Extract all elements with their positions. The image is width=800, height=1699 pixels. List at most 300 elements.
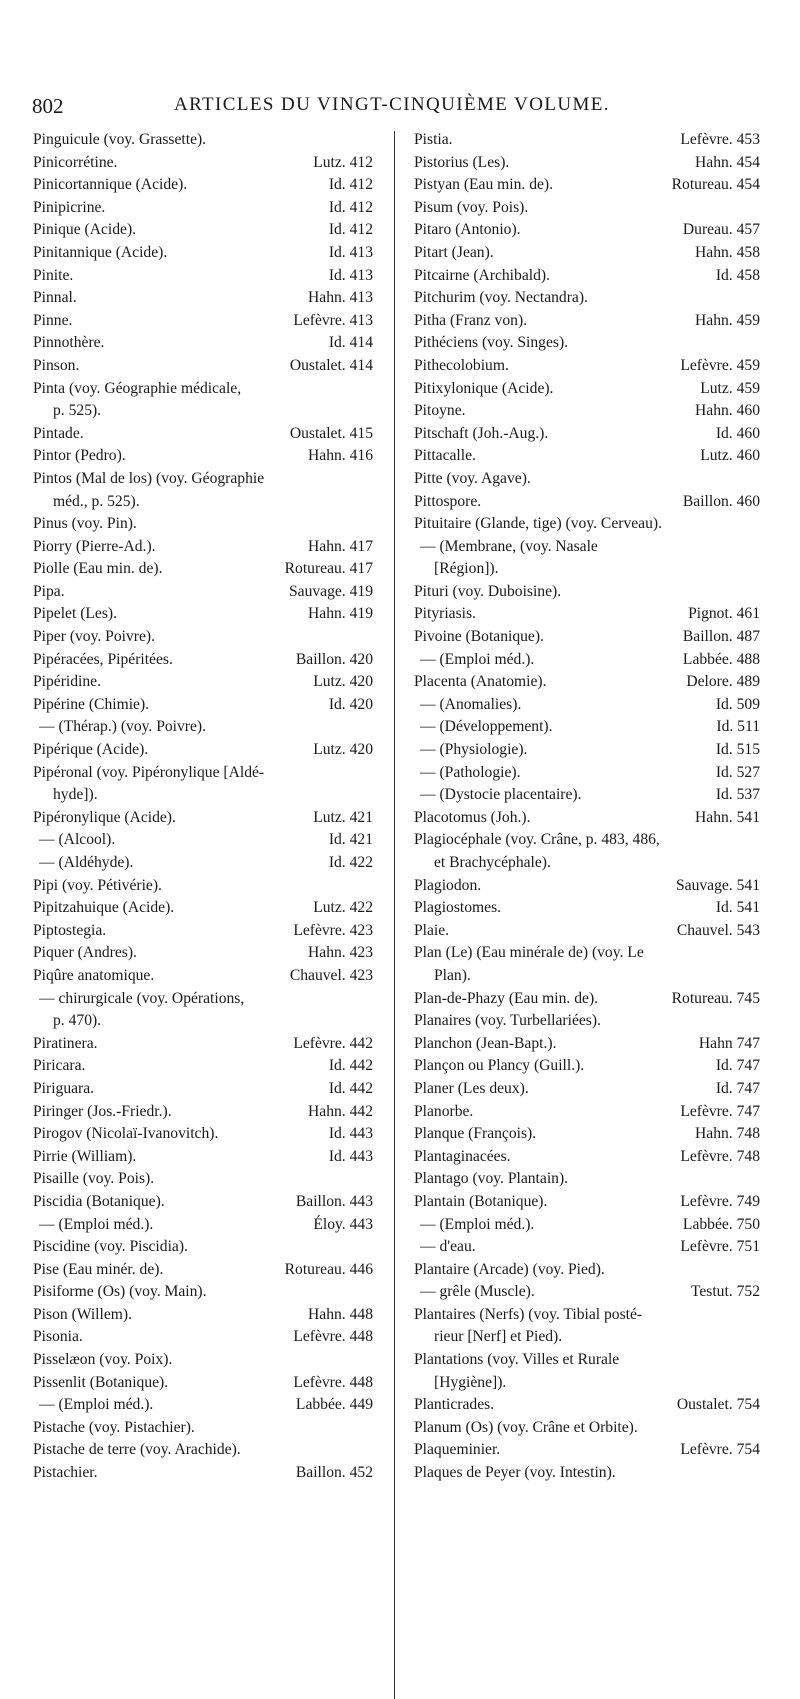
- index-entry: [33, 965, 373, 988]
- entry-term: Piratinera.: [33, 1034, 98, 1052]
- entry-term: Plaques de Peyer (voy. Intestin).: [414, 1464, 616, 1482]
- entry-author-page: Labbée. 488: [682, 650, 760, 668]
- index-entry: [33, 581, 373, 604]
- index-entry: [33, 1123, 373, 1146]
- entry-term: Plaqueminier.: [414, 1441, 501, 1459]
- entry-term: Pinnothère.: [33, 334, 105, 352]
- entry-term: Pintos (Mal de los) (voy. Géographie: [33, 469, 265, 487]
- entry-term: Pitaro (Antonio).: [414, 221, 521, 239]
- index-entry: [33, 942, 373, 965]
- entry-term: Pipéronylique (Acide).: [33, 808, 176, 826]
- entry-author-page: Hahn. 448: [308, 1305, 373, 1323]
- index-entry: [414, 1033, 760, 1056]
- entry-term: Pipéronal (voy. Pipéronylique [Aldé-: [33, 763, 265, 781]
- entry-author-page: Éloy. 443: [313, 1215, 373, 1233]
- index-entry: [33, 1078, 373, 1101]
- index-entry: [414, 513, 760, 536]
- entry-author-page: Sauvage. 541: [675, 876, 760, 894]
- entry-term: Plantain (Botanique).: [414, 1192, 548, 1210]
- entry-term: Pinite.: [33, 266, 74, 284]
- entry-author-page: Hahn. 460: [695, 402, 760, 420]
- entry-author-page: Id. 412: [328, 221, 373, 239]
- index-entry: [33, 626, 373, 649]
- entry-term: Pittospore.: [414, 492, 482, 510]
- entry-term: Pitixylonique (Acide).: [414, 379, 554, 397]
- index-entry: [414, 626, 760, 649]
- entry-author-page: Lefèvre. 442: [293, 1034, 373, 1052]
- entry-author-page: Id. 460: [715, 424, 760, 442]
- entry-author-page: Id. 422: [328, 854, 373, 871]
- entry-term: — d'eau.: [420, 1238, 476, 1256]
- entry-author-page: Lutz. 421: [313, 808, 373, 826]
- entry-term: Pinguicule (voy. Grassette).: [33, 131, 207, 148]
- entry-author-page: Id. 442: [328, 1079, 373, 1097]
- index-entry: [33, 1349, 373, 1372]
- index-entry: [33, 1259, 373, 1282]
- index-entry: [414, 445, 760, 468]
- index-entry: [414, 1349, 760, 1372]
- index-entry: [33, 378, 373, 401]
- entry-term: — (Emploi méd.).: [420, 650, 535, 668]
- index-entry: [33, 897, 373, 920]
- entry-author-page: Lefèvre. 749: [680, 1192, 760, 1210]
- entry-term: Plantations (voy. Villes et Rurale: [414, 1351, 620, 1369]
- index-entry: [33, 265, 373, 288]
- entry-term: Plantaires (Nerfs) (voy. Tibial posté-: [414, 1305, 643, 1323]
- entry-term: Pivoine (Botanique).: [414, 628, 544, 646]
- entry-term: Pityriasis.: [414, 605, 476, 623]
- entry-author-page: Id. 413: [328, 243, 373, 261]
- index-entry: [33, 1439, 373, 1462]
- index-entry: [414, 1439, 760, 1462]
- index-entry: [414, 423, 760, 446]
- entry-author-page: Id. 443: [328, 1125, 373, 1143]
- entry-term: Planque (François).: [414, 1125, 537, 1143]
- index-entry: [33, 671, 373, 694]
- entry-author-page: Lefèvre. 459: [680, 356, 760, 374]
- entry-term: Pipitzahuique (Acide).: [33, 899, 175, 917]
- index-entry: [33, 694, 373, 717]
- entry-author-page: Rotureau. 446: [284, 1260, 373, 1278]
- entry-term: Pipérine (Chimie).: [33, 695, 150, 713]
- index-entry: [414, 1168, 760, 1191]
- index-subentry: [414, 762, 760, 785]
- index-entry: [414, 310, 760, 333]
- entry-term: — (Pathologie).: [420, 763, 521, 781]
- entry-term: — (Emploi méd.).: [39, 1215, 154, 1233]
- entry-term: Piriguara.: [33, 1079, 95, 1097]
- entry-term: Pintor (Pedro).: [33, 447, 126, 465]
- index-entry: [33, 1168, 373, 1191]
- index-entry: [414, 988, 760, 1011]
- index-entry: [414, 1394, 760, 1417]
- entry-author-page: Chauvel. 543: [676, 921, 760, 939]
- index-subentry: [33, 988, 373, 1011]
- index-entry: [33, 536, 373, 559]
- index-entry: [33, 332, 373, 355]
- index-entry: [414, 920, 760, 943]
- index-entry: [33, 1033, 373, 1056]
- entry-term: Pinitannique (Acide).: [33, 243, 168, 261]
- index-entry: [33, 807, 373, 830]
- entry-author-page: Baillon. 420: [295, 650, 373, 668]
- entry-term: Piscidine (voy. Piscidia).: [33, 1238, 188, 1256]
- entry-author-page: Pignot. 461: [688, 605, 760, 623]
- entry-author-page: Lutz. 420: [313, 741, 373, 759]
- entry-term: Planticrades.: [414, 1396, 495, 1414]
- entry-term: Plançon ou Plancy (Guill.).: [414, 1057, 585, 1075]
- index-entry: [33, 152, 373, 175]
- entry-author-page: Lefèvre. 453: [680, 131, 760, 148]
- entry-author-page: Baillon. 460: [682, 492, 760, 510]
- entry-author-page: Oustalet. 414: [289, 356, 373, 374]
- entry-term: Pitte (voy. Agave).: [414, 469, 531, 487]
- entry-author-page: Id. 443: [328, 1147, 373, 1165]
- entry-continuation: rieur [Nerf] et Pied).: [434, 1328, 563, 1346]
- entry-term: Pistachier.: [33, 1464, 98, 1482]
- entry-author-page: Testut. 752: [690, 1283, 760, 1301]
- entry-term: Plantaginacées.: [414, 1147, 511, 1165]
- index-entry: [414, 875, 760, 898]
- entry-term: Pinne.: [33, 311, 73, 329]
- index-subentry: [414, 694, 760, 717]
- entry-term: Pistache (voy. Pistachier).: [33, 1418, 195, 1436]
- index-entry: [33, 1304, 373, 1327]
- entry-term: Pirogov (Nicolaï-Ivanovitch).: [33, 1125, 219, 1143]
- index-entry: [414, 603, 760, 626]
- entry-term: Pithecolobium.: [414, 356, 509, 374]
- entry-author-page: Id. 509: [715, 695, 760, 713]
- entry-author-page: Lutz. 420: [313, 673, 373, 691]
- entry-continuation: [Hygiène]).: [434, 1373, 507, 1391]
- entry-term: Pinicorrétine.: [33, 153, 118, 171]
- index-entry: [414, 355, 760, 378]
- entry-author-page: Lutz. 412: [313, 153, 373, 171]
- entry-continuation: Plan).: [434, 966, 471, 984]
- index-entry: [33, 445, 373, 468]
- entry-author-page: Hahn. 458: [695, 243, 760, 261]
- entry-author-page: Rotureau. 454: [671, 176, 760, 194]
- entry-term: Pipéridine.: [33, 673, 101, 691]
- entry-author-page: Lutz. 460: [700, 447, 760, 465]
- index-subentry: [414, 536, 760, 559]
- index-entry: [414, 152, 760, 175]
- entry-author-page: Hahn 747: [698, 1034, 760, 1052]
- index-entry: [33, 1326, 373, 1349]
- entry-term: Pipi (voy. Pétivérie).: [33, 876, 162, 894]
- index-entry: [414, 400, 760, 423]
- entry-term: Pitschaft (Joh.-Aug.).: [414, 424, 549, 442]
- entry-author-page: Hahn. 442: [308, 1102, 373, 1120]
- index-subentry: [414, 1214, 760, 1237]
- index-entry: [33, 762, 373, 785]
- entry-term: Pitcairne (Archibald).: [414, 266, 550, 284]
- entry-term: Pitoyne.: [414, 402, 466, 420]
- index-entry: [414, 242, 760, 265]
- entry-term: Pisselæon (voy. Poix).: [33, 1351, 173, 1369]
- index-entry: [414, 468, 760, 491]
- index-entry: [33, 287, 373, 310]
- entry-author-page: Hahn. 459: [695, 311, 760, 329]
- index-entry: [33, 219, 373, 242]
- entry-term: Pisonia.: [33, 1328, 83, 1346]
- entry-author-page: Lefèvre. 748: [680, 1147, 760, 1165]
- index-entry: [33, 197, 373, 220]
- entry-author-page: Id. 537: [715, 786, 760, 804]
- entry-term: Piquer (Andres).: [33, 944, 137, 962]
- entry-term: Pipa.: [33, 582, 65, 600]
- entry-term: Piolle (Eau min. de).: [33, 560, 163, 578]
- entry-author-page: Hahn. 541: [695, 808, 760, 826]
- entry-term: Piorry (Pierre-Ad.).: [33, 537, 156, 555]
- index-entry: [33, 1417, 373, 1440]
- entry-continuation: hyde]).: [53, 786, 98, 804]
- index-entry: [414, 197, 760, 220]
- entry-term: — (Aldéhyde).: [39, 854, 134, 871]
- index-entry: [33, 1191, 373, 1214]
- index-entry: [33, 875, 373, 898]
- index-subentry: [414, 739, 760, 762]
- entry-term: Piringer (Jos.-Friedr.).: [33, 1102, 172, 1120]
- index-subentry: [414, 649, 760, 672]
- entry-term: Pinnal.: [33, 289, 77, 307]
- index-entry: [414, 1259, 760, 1282]
- index-entry: [414, 1417, 760, 1440]
- index-subentry: [33, 852, 373, 875]
- entry-term: Placotomus (Joh.).: [414, 808, 531, 826]
- entry-term: Pinson.: [33, 356, 80, 374]
- index-subentry: [33, 829, 373, 852]
- entry-author-page: Id. 412: [328, 176, 373, 194]
- entry-term: Pipéracées, Pipéritées.: [33, 650, 173, 668]
- entry-author-page: Id. 413: [328, 266, 373, 284]
- index-entry: [414, 1123, 760, 1146]
- entry-term: Piscidia (Botanique).: [33, 1192, 165, 1210]
- index-entry: [33, 468, 373, 491]
- entry-term: Pisum (voy. Pois).: [414, 198, 529, 216]
- index-entry: [414, 332, 760, 355]
- entry-term: Piper (voy. Poivre).: [33, 628, 155, 646]
- entry-continuation: méd., p. 525).: [53, 492, 140, 510]
- entry-term: — (Dystocie placentaire).: [420, 786, 582, 804]
- index-entry: [414, 1010, 760, 1033]
- entry-author-page: Chauvel. 423: [289, 966, 373, 984]
- index-entry: [414, 581, 760, 604]
- entry-term: Pissenlit (Botanique).: [33, 1373, 169, 1391]
- entry-continuation: et Brachycéphale).: [434, 854, 551, 871]
- entry-term: Planchon (Jean-Bapt.).: [414, 1034, 557, 1052]
- index-subentry: [33, 1214, 373, 1237]
- entry-term: Planaires (voy. Turbellariées).: [414, 1012, 601, 1030]
- entry-author-page: Hahn. 454: [695, 153, 760, 171]
- entry-term: — (Emploi méd.).: [39, 1396, 154, 1414]
- entry-author-page: Rotureau. 745: [671, 989, 760, 1007]
- entry-term: Pinicortannique (Acide).: [33, 176, 188, 194]
- entry-term: Plaie.: [414, 921, 450, 939]
- entry-author-page: Id. 420: [328, 695, 373, 713]
- index-entry: [33, 355, 373, 378]
- entry-term: Pintade.: [33, 424, 84, 442]
- entry-term: Pipérique (Acide).: [33, 741, 149, 759]
- entry-term: — (Thérap.) (voy. Poivre).: [39, 718, 207, 736]
- entry-term: Piqûre anatomique.: [33, 966, 155, 984]
- entry-term: Plantago (voy. Plantain).: [414, 1170, 569, 1188]
- entry-author-page: Hahn. 416: [308, 447, 373, 465]
- entry-term: Piptostegia.: [33, 921, 107, 939]
- index-entry: [414, 1055, 760, 1078]
- index-subentry: [414, 784, 760, 807]
- entry-term: Pituitaire (Glande, tige) (voy. Cerveau).: [414, 515, 662, 533]
- index-entry: [414, 1462, 760, 1485]
- entry-term: Pistyan (Eau min. de).: [414, 176, 554, 194]
- entry-continuation: [Région]).: [434, 560, 499, 578]
- entry-author-page: Baillon. 452: [295, 1464, 373, 1482]
- entry-author-page: Lutz. 422: [313, 899, 373, 917]
- entry-author-page: Lefèvre. 751: [680, 1238, 760, 1256]
- entry-term: Planorbe.: [414, 1102, 474, 1120]
- entry-term: Pitchurim (voy. Nectandra).: [414, 289, 588, 307]
- index-subentry: [414, 1236, 760, 1259]
- entry-term: Pituri (voy. Duboisine).: [414, 582, 562, 600]
- entry-author-page: Id. 412: [328, 198, 373, 216]
- index-entry: [414, 807, 760, 830]
- entry-continuation: p. 525).: [53, 402, 102, 420]
- entry-author-page: Lefèvre. 413: [293, 311, 373, 329]
- entry-term: Pipelet (Les).: [33, 605, 118, 623]
- entry-author-page: Dureau. 457: [682, 221, 760, 239]
- index-entry: [33, 310, 373, 333]
- index-entry: [33, 739, 373, 762]
- entry-author-page: Oustalet. 754: [676, 1396, 760, 1414]
- entry-author-page: Hahn. 413: [308, 289, 373, 307]
- index-entry: [414, 174, 760, 197]
- entry-term: Pithéciens (voy. Singes).: [414, 334, 569, 352]
- entry-term: Pitart (Jean).: [414, 243, 494, 261]
- running-title: ARTICLES DU VINGT-CINQUIÈME VOLUME.: [174, 94, 610, 115]
- entry-author-page: Id. 511: [716, 718, 760, 736]
- entry-term: Pistorius (Les).: [414, 153, 510, 171]
- entry-author-page: Id. 747: [715, 1057, 760, 1075]
- index-entry: [33, 1372, 373, 1395]
- index-entry: [414, 219, 760, 242]
- index-subentry: [414, 716, 760, 739]
- index-entry: [414, 378, 760, 401]
- entry-term: Pinique (Acide).: [33, 221, 137, 239]
- entry-author-page: Id. 541: [715, 899, 760, 917]
- right-column: [414, 129, 760, 1485]
- entry-author-page: Lefèvre. 423: [293, 921, 373, 939]
- entry-term: Planum (Os) (voy. Crâne et Orbite).: [414, 1418, 638, 1436]
- entry-term: Pistache de terre (voy. Arachide).: [33, 1441, 241, 1459]
- index-entry: [33, 1146, 373, 1169]
- index-entry: [414, 897, 760, 920]
- entry-term: Pittacalle.: [414, 447, 476, 465]
- entry-author-page: Lefèvre. 747: [680, 1102, 760, 1120]
- entry-author-page: Id. 421: [328, 831, 373, 849]
- entry-term: Pisaille (voy. Pois).: [33, 1170, 155, 1188]
- index-entry: [33, 1055, 373, 1078]
- left-column: [33, 129, 373, 1485]
- entry-author-page: Rotureau. 417: [284, 560, 373, 578]
- index-subentry: [33, 716, 373, 739]
- index-entry: [33, 603, 373, 626]
- entry-author-page: Hahn. 417: [308, 537, 373, 555]
- entry-author-page: Id. 414: [328, 334, 373, 352]
- entry-term: — (Emploi méd.).: [420, 1215, 535, 1233]
- entry-author-page: Lefèvre. 448: [293, 1328, 373, 1346]
- entry-term: Plan (Le) (Eau minérale de) (voy. Le: [414, 944, 644, 962]
- entry-author-page: Hahn. 423: [308, 944, 373, 962]
- entry-author-page: Sauvage. 419: [288, 582, 373, 600]
- index-subentry: [414, 1281, 760, 1304]
- entry-term: — (Anomalies).: [420, 695, 522, 713]
- entry-author-page: Lefèvre. 754: [680, 1441, 760, 1459]
- index-entry: [414, 1078, 760, 1101]
- entry-term: Plagiostomes.: [414, 899, 502, 917]
- index-entry: [33, 174, 373, 197]
- index-entry: [33, 423, 373, 446]
- index-entry: [414, 1191, 760, 1214]
- entry-continuation: p. 470).: [53, 1012, 102, 1030]
- entry-author-page: Labbée. 750: [682, 1215, 760, 1233]
- entry-author-page: Id. 442: [328, 1057, 373, 1075]
- entry-term: Pison (Willem).: [33, 1305, 132, 1323]
- index-entry: [33, 1101, 373, 1124]
- entry-term: Placenta (Anatomie).: [414, 673, 547, 691]
- entry-term: Planer (Les deux).: [414, 1079, 529, 1097]
- index-entry: [33, 920, 373, 943]
- entry-term: Plantaire (Arcade) (voy. Pied).: [414, 1260, 605, 1278]
- entry-term: Pinta (voy. Géographie médicale,: [33, 379, 242, 397]
- entry-term: — (Développement).: [420, 718, 553, 736]
- index-entry: [414, 1101, 760, 1124]
- index-entry: [33, 649, 373, 672]
- entry-term: Pirrie (William).: [33, 1147, 137, 1165]
- entry-term: Plagiocéphale (voy. Crâne, p. 483, 486,: [414, 831, 660, 849]
- index-entry: [33, 1236, 373, 1259]
- index-entry: [414, 829, 760, 852]
- entry-term: — (Alcool).: [39, 831, 116, 849]
- index-entry: [33, 558, 373, 581]
- entry-term: — (Physiologie).: [420, 741, 528, 759]
- entry-author-page: Baillon. 443: [295, 1192, 373, 1210]
- entry-term: Pisiforme (Os) (voy. Main).: [33, 1283, 207, 1301]
- index-entry: [414, 287, 760, 310]
- entry-author-page: Lefèvre. 448: [293, 1373, 373, 1391]
- index-subentry: [33, 1394, 373, 1417]
- entry-term: — (Membrane, (voy. Nasale: [420, 537, 598, 555]
- entry-term: Plagiodon.: [414, 876, 482, 894]
- entry-term: Pitha (Franz von).: [414, 311, 528, 329]
- entry-term: Plan-de-Phazy (Eau min. de).: [414, 989, 599, 1007]
- entry-term: — chirurgicale (voy. Opérations,: [39, 989, 245, 1007]
- index-entry: [414, 671, 760, 694]
- entry-author-page: Baillon. 487: [682, 628, 760, 646]
- index-entry: [33, 1281, 373, 1304]
- entry-author-page: Oustalet. 415: [289, 424, 373, 442]
- entry-term: Pise (Eau minér. de).: [33, 1260, 164, 1278]
- page-header: [32, 94, 772, 124]
- entry-author-page: Id. 527: [715, 763, 760, 781]
- entry-author-page: Delore. 489: [686, 673, 760, 691]
- index-entry: [414, 942, 760, 965]
- entry-author-page: Lutz. 459: [700, 379, 760, 397]
- index-entry: [414, 1304, 760, 1327]
- entry-author-page: Id. 515: [715, 741, 760, 759]
- entry-author-page: Hahn. 419: [308, 605, 373, 623]
- entry-term: Pistia.: [414, 131, 453, 148]
- index-entry: [33, 513, 373, 536]
